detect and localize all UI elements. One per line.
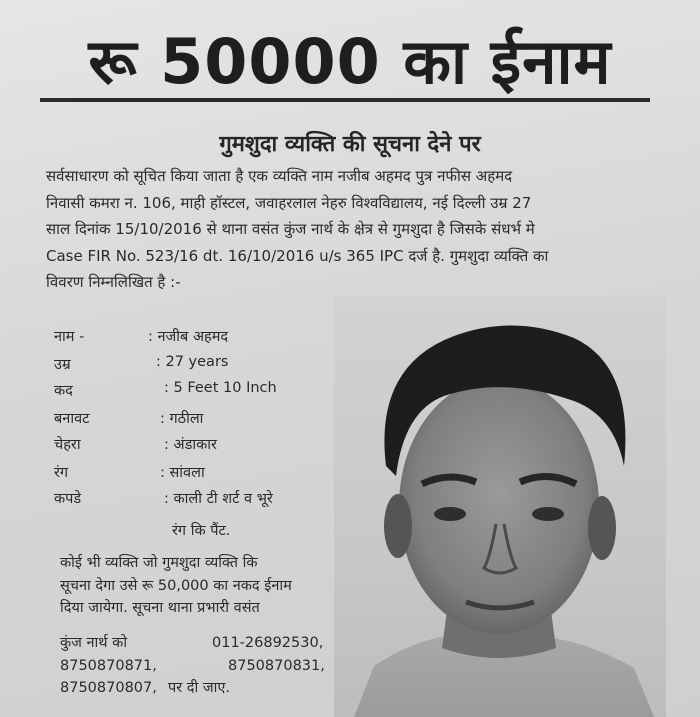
detail-value: : 27 years	[156, 354, 229, 370]
phone-number: 011-26892530,	[212, 635, 324, 651]
detail-value: : 5 Feet 10 Inch	[164, 380, 277, 396]
phone-row	[60, 655, 340, 678]
detail-label: कद	[54, 383, 73, 399]
missing-person-photo	[334, 296, 666, 717]
notice-line: कोई भी व्यक्ति जो गुमशुदा व्यक्ति कि	[60, 555, 258, 571]
intro-line: Case FIR No. 523/16 dt. 16/10/2016 u/s 365 IPC दर्ज है. गुमशुदा व्यक्ति का	[46, 246, 549, 265]
phone-prefix: कुंज नार्थ को	[60, 635, 128, 651]
headline-underline	[40, 98, 650, 102]
notice-line: दिया जायेगा. सूचना थाना प्रभारी वसंत	[60, 600, 260, 616]
detail-label: रंग	[54, 465, 69, 481]
contact-numbers	[60, 632, 340, 700]
detail-label: नाम -	[54, 329, 85, 345]
detail-label: चेहरा	[54, 437, 81, 453]
detail-value: : सांवला	[160, 465, 205, 481]
reward-headline: रू 50000 का ईनाम	[88, 25, 612, 98]
notice-line: सूचना देगा उसे रू 50,000 का नकद ईनाम	[60, 577, 292, 594]
detail-label: बनावट	[54, 411, 90, 427]
portrait-illustration	[334, 296, 666, 717]
intro-line: सर्वसाधारण को सूचित किया जाता है एक व्यक्ति नाम नजीब अहमद पुत्र नफीस अहमद	[46, 167, 513, 185]
detail-label: उम्र	[54, 357, 71, 373]
detail-value: रंग कि पैंट.	[172, 523, 231, 539]
detail-value: : अंडाकार	[164, 437, 217, 453]
phone-number: 8750870807,	[60, 680, 157, 696]
phone-number: 8750870831,	[228, 657, 325, 674]
detail-value: : नजीब अहमद	[148, 329, 229, 345]
reward-notice	[60, 552, 340, 620]
detail-value: : काली टी शर्ट व भूरे	[164, 491, 273, 507]
phone-suffix: पर दी जाए.	[168, 680, 230, 696]
intro-line: विवरण निम्नलिखित है :-	[46, 273, 181, 291]
phone-number: 8750870871,	[60, 657, 157, 674]
phone-row	[60, 632, 340, 655]
phone-row	[60, 677, 340, 700]
intro-line: साल दिनांक 15/10/2016 से थाना वसंत कुंज नार्थ के क्षेत्र से गुमशुदा है जिसके संधर्भ मे	[46, 220, 535, 238]
intro-line: निवासी कमरा न. 106, माही हॉस्टल, जवाहरलाल नेहरु विश्वविद्यालय, नई दिल्ली उम्र 27	[46, 193, 532, 212]
detail-label: कपडे	[54, 491, 82, 507]
intro-paragraph	[46, 163, 666, 296]
detail-value: : गठीला	[160, 411, 204, 427]
subheading: गुमशुदा व्यक्ति की सूचना देने पर	[219, 132, 481, 157]
